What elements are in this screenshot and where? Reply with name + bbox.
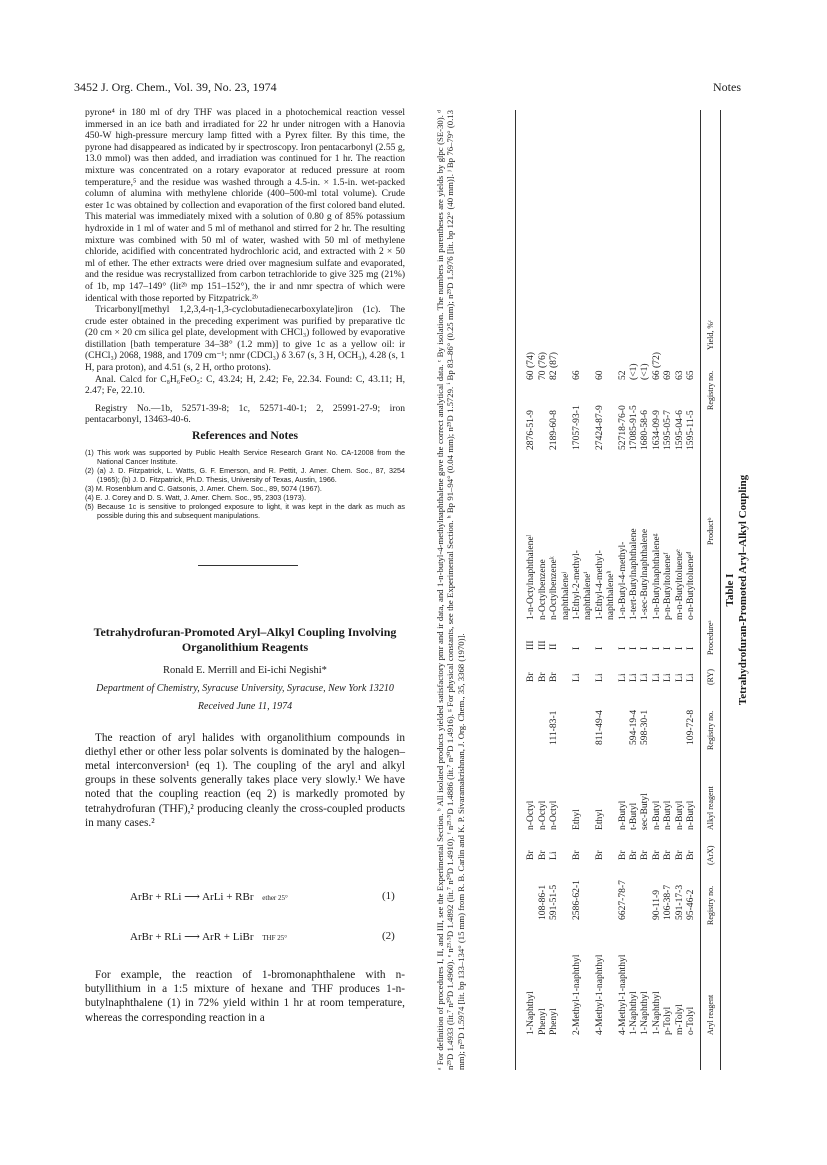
registry-paragraph: Registry No.—1b, 52571-39-8; 1c, 52571-40-1; 2, 25991-27-9; iron pentacarbonyl, 13463-40-6. [85, 402, 405, 426]
table-cell: 1-Naphthyl [639, 991, 651, 1035]
table-cell: Br [662, 850, 674, 860]
table-cell: n-Octyl [536, 800, 548, 830]
table-1 [420, 110, 750, 1070]
table-cell: Li [650, 673, 662, 682]
header-arx: (ArX) [706, 845, 715, 865]
table-cell: 2-Methyl-1-naphthyl [571, 954, 582, 1035]
table-cell: 1-n-Butyl-4-methyl- [616, 541, 628, 620]
reference-item: (2) (a) J. D. Fitzpatrick, L. Watts, G. F. Emerson, and R. Pettit, J. Amer. Chem. Soc., 87, 3254 (1965); (b) J. D. Fitzpatrick, Ph.D. Thesis, University of Texas, Austin, 1966. [85, 465, 405, 484]
table-cell: 1-Naphthyl [650, 991, 662, 1035]
table-cell: I [593, 646, 605, 650]
header-alkyl-reagent: Alkyl reagent [706, 786, 715, 830]
table-cell: 1595-04-6 [673, 410, 685, 450]
table-cell: Br [639, 850, 651, 860]
table-cell: 17085-91-5 [628, 405, 639, 450]
table-cell: 1-Ethyl-2-methyl- [571, 550, 582, 620]
table-cell: 52 [616, 370, 628, 380]
equation-2-text: ArBr + RLi ⟶ ArR + LiBr [130, 931, 254, 943]
table-cell: 1634-09-9 [650, 410, 662, 450]
table-row [617, 110, 628, 1070]
table-cell: Br [525, 850, 537, 860]
header-registry-product: Registry no. [706, 370, 715, 410]
table-cell: 60 [593, 370, 605, 380]
equation-2-number: (2) [382, 930, 395, 942]
table-footnote: ᵃ For definition of procedures I, II, and III, see the Experimental Section. ᵇ All isolated products yielded satisfactory pmr and ir data, and 1-n-butyl-4-methylnaphthalene gave the correct analytical data. ᶜ By isolation. The numbers in parentheses are yields by glpc (SE-30). ᵈ n²⁵D 1.4933 (lit.⁷ n²⁰D 1.4960). ᵉ n²³·⁵D 1.4892 (lit.⁷ n²⁰D 1.4910). ᶠ n²³·⁵D 1.4886 (lit.⁷ n²⁰D 1.4916). ᵍ For physical constants, see the Experimental Section. ʰ Bp 91–94° (0.04 mm); n²⁵D 1.5729. ⁱ Bp 83–86° (0.25 mm); n²⁵D 1.5976 [lit. bp 122° (40 mm)]. ʲ Bp 76–79° (0.13 mm); n²⁵D 1.5974 [lit. bp 133–134° (15 mm) from R. B. Carlin and K. P. Sivaramakrishnan, J. Org. Chem., 35, 3368 (1970)]. [435, 110, 466, 1070]
table-cell: n-Butyl [650, 800, 662, 830]
table-cell: I [685, 646, 696, 650]
table-cell: o-Tolyl [685, 1006, 696, 1035]
references-heading: References and Notes [191, 429, 299, 443]
table-cell: Br [673, 850, 685, 860]
header-aryl-reagent: Aryl reagent [706, 994, 715, 1035]
table-cell: 591-51-5 [548, 884, 560, 920]
example-paragraph: For example, the reaction of 1-bromonaphthalene with n-butyllithium in a 1:5 mixture of hexane and THF produces 1-n-butylnaphthalene (1) in 72% yield within 1 hr at room temperature, whereas the corresponding reaction in a [85, 969, 405, 1024]
references-list [85, 448, 405, 520]
table-label: Table I [724, 573, 736, 607]
table-cell: I [650, 646, 662, 650]
table-cell: Br [525, 672, 537, 682]
header-product: Productᵇ [706, 517, 715, 545]
table-cell: 82 (87) [548, 352, 560, 380]
table-cell: 1-Ethyl-4-methyl- [593, 550, 605, 620]
table-row [548, 110, 559, 1070]
table-cell: Phenyl [548, 1008, 560, 1035]
header-ry: (RY) [706, 669, 715, 685]
table-cell: I [639, 646, 651, 650]
table-cell: 17057-93-1 [571, 405, 582, 450]
table-cell: Li [548, 851, 560, 860]
table-cell: n-Butyl [673, 800, 685, 830]
table-cell: 1-sec-Butylnaphthalene [639, 528, 651, 620]
table-cell: III [536, 640, 548, 650]
table-row [582, 110, 593, 1070]
table-cell: 69 [662, 370, 674, 380]
table-cell: n-Octyl [548, 800, 560, 830]
table-cell: n-Butyl [616, 800, 628, 830]
table-cell: 65 [685, 370, 696, 380]
equation-2 [130, 930, 287, 943]
table-row [639, 110, 650, 1070]
article-title: Tetrahydrofuran-Promoted Aryl–Alkyl Coupling Involving Organolithium Reagents [93, 625, 397, 654]
table-cell: 2586-62-1 [571, 880, 582, 920]
table-cell: Br [536, 672, 548, 682]
table-cell: o-n-Butyltolueneᵈ [685, 551, 696, 620]
table-cell: 52718-76-0 [616, 405, 628, 450]
table-cell: Li [593, 673, 605, 682]
table-cell: 2189-60-8 [548, 410, 560, 450]
table-cell: n-Octyl [525, 800, 537, 830]
table-cell: (<1) [639, 363, 651, 380]
table-cell: 591-17-3 [673, 884, 685, 920]
reference-item: (4) E. J. Corey and D. S. Watt, J. Amer. Chem. Soc., 95, 2303 (1973). [85, 492, 307, 502]
table-cell: Li [639, 673, 651, 682]
header-procedure: Procedureᵃ [706, 620, 715, 655]
table-cell: naphthaleneʰ [605, 570, 617, 620]
table-cell: n-Butyl [662, 800, 674, 830]
table-row [685, 110, 696, 1070]
section-divider [198, 565, 298, 566]
table-cell: 90-11-9 [650, 889, 662, 920]
table-cell: Li [616, 673, 628, 682]
received-date: Received June 11, 1974 [197, 700, 293, 712]
table-top-rule [720, 110, 721, 1070]
table-cell: Br [628, 850, 639, 860]
table-cell: 598-30-1 [639, 709, 651, 745]
table-cell: naphthaleneⁱ [582, 571, 594, 620]
table-cell: 109-72-8 [685, 709, 696, 745]
table-cell: 6627-78-7 [616, 880, 628, 920]
table-1-rotated [420, 110, 750, 1070]
table-cell: 95-46-2 [685, 889, 696, 920]
left-column-bottom [85, 968, 405, 1025]
table-cell: 70 (76) [536, 352, 548, 380]
equation-1-text: ArBr + RLi ⟶ ArLi + RBr [130, 891, 254, 903]
article-authors: Ronald E. Merrill and Ei-ichi Negishi* [163, 665, 327, 676]
header-section: Notes [713, 80, 741, 94]
table-cell: n-Butyl [685, 800, 696, 830]
left-column-article [85, 625, 405, 830]
table-cell: I [616, 646, 628, 650]
table-cell: 1680-58-6 [639, 410, 651, 450]
table-cell: I [673, 646, 685, 650]
table-cell: 4-Methyl-1-naphthyl [593, 954, 605, 1035]
table-cell: I [571, 646, 582, 650]
table-cell: Br [650, 850, 662, 860]
intro-paragraph: The reaction of aryl halides with organolithium compounds in diethyl ether or other less polar solvents is dominated by the halogen–metal interconversion¹ (eq 1). The coupling of the aryl and alkyl groups in these solvents generally takes place very slowly.¹ We have noted that the coupling reaction (eq 2) is markedly promoted by tetrahydrofuran (THF),² producing cleanly the cross-coupled products in many cases.² [85, 731, 405, 829]
table-cell: Li [673, 673, 685, 682]
running-header [74, 80, 741, 98]
table-cell: Br [593, 850, 605, 860]
table-header-rule [700, 110, 701, 1070]
table-cell: Br [536, 850, 548, 860]
table-cell: p-Tolyl [662, 1006, 674, 1035]
table-cell: 63 [673, 370, 685, 380]
table-row [560, 110, 571, 1070]
table-cell: 1595-05-7 [662, 410, 674, 450]
table-cell: (<1) [628, 363, 639, 380]
table-cell: Br [548, 672, 560, 682]
table-row [628, 110, 639, 1070]
table-cell: Ethyl [593, 809, 605, 830]
table-cell: 2876-51-9 [525, 410, 537, 450]
table-bottom-rule [515, 110, 516, 1070]
table-cell: I [628, 646, 639, 650]
table-cell: Li [662, 673, 674, 682]
table-cell: II [548, 643, 560, 650]
header-registry-ry: Registry no. [706, 710, 715, 750]
table-cell: n-Octylbenzene [536, 559, 548, 620]
equation-1 [130, 890, 288, 903]
table-cell: t-Butyl [628, 802, 639, 830]
table-cell: n-Octylbenzeneᵏ [548, 556, 560, 620]
reference-item: (1) This work was supported by Public Health Service Research Grant No. CA-12008 from the National Cancer Institute. [85, 447, 405, 466]
table-cell: naphthaleneʲ [559, 572, 571, 620]
table-cell: 4-Methyl-1-naphthyl [616, 954, 628, 1035]
header-registry-arx: Registry no. [706, 885, 715, 925]
table-cell: 106-38-7 [662, 884, 674, 920]
table-row [537, 110, 548, 1070]
table-cell: 111-83-1 [548, 710, 560, 745]
reference-item: (3) M. Rosenblum and C. Gatsonis, J. Amer. Chem. Soc., 89, 5074 (1967). [85, 483, 322, 493]
header-yield: Yield, %ᶜ [706, 319, 715, 350]
experimental-paragraph-2: Tricarbonyl[methyl 1,2,3,4-η-1,3-cyclobutadienecarboxylate]iron (1c). The crude ester obtained in the preceding experiment was purified by preparative tlc (20 cm × 20 cm silica gel plate, development with CHCl₃) followed by evaporative distillation [bath temperature 34–38° (1.2 mm)] to give 1c as a yellow oil: ir (CHCl₃) 2068, 1988, and 1709 cm⁻¹; nmr (CDCl₃) δ 3.67 (s, 3 H, OCH₃), 4.28 (s, 1 H, para proton), and 4.51 (s, 2 H, ortho protons). [85, 304, 405, 374]
table-row [605, 110, 616, 1070]
analysis-paragraph: Anal. Calcd for C₈H₆FeO₅: C, 43.24; H, 2.42; Fe, 22.34. Found: C, 43.11; H, 2.47; Fe, 22.10. [85, 373, 405, 397]
table-row [571, 110, 582, 1070]
table-cell: Li [685, 673, 696, 682]
left-column-top [85, 107, 405, 520]
table-cell: 1-Naphthyl [525, 991, 537, 1035]
equation-2-condition: THF 25° [262, 934, 288, 942]
table-cell: 66 (72) [650, 352, 662, 380]
table-cell: 66 [571, 370, 582, 380]
table-header-row [705, 110, 716, 1070]
table-cell: 27424-87-9 [593, 405, 605, 450]
table-cell: 1-n-Octylnaphthaleneˡ [525, 534, 537, 620]
table-cell: 1-tert-Butylnaphthalene [628, 528, 639, 620]
header-journal: 3452 J. Org. Chem., Vol. 39, No. 23, 1974 [74, 80, 277, 94]
table-cell: Br [616, 850, 628, 860]
table-cell: Ethyl [571, 809, 582, 830]
table-cell: p-n-Butyltolueneᶠ [662, 552, 674, 620]
equation-1-number: (1) [382, 890, 395, 902]
table-cell: 1-n-Butylnaphthaleneᵍ [650, 533, 662, 620]
table-cell: 1595-11-5 [685, 410, 696, 450]
table-cell: 60 (74) [525, 352, 537, 380]
table-cell: I [662, 646, 674, 650]
table-cell: Li [571, 673, 582, 682]
reference-item: (5) Because 1c is sensitive to prolonged exposure to light, it was kept in the dark as much as possible during this and subsequent manipulations. [85, 501, 405, 520]
experimental-paragraph-1: pyrone⁴ in 180 ml of dry THF was placed in a photochemical reaction vessel immersed in an ice bath and irradiated for 22 hr under nitrogen with a Hanovia 450-W high-pressure mercury lamp fitted with a Pyrex filter. By this time, the pyrone had disappeared as indicated by ir spectroscopy. Iron pentacarbonyl (2.55 g, 13.0 mmol) was then added, and irradiation was continued for 1 hr. The reaction mixture was concentrated on a rotary evaporator at reduced pressure at room temperature,⁵ and the residue was washed through a 4.5-in. × 1.5-in. wet-packed column of alumina with methylene chloride (400–500-ml total volume). Crude ester 1c was obtained by collection and evaporation of the first colored band eluted. This material was immediately mixed with a solution of 0.80 g of 85% potassium hydroxide in 1 ml of water and 5 ml of methanol and stirred for 2 hr. The resulting mixture was combined with 50 ml of water, washed with 50 ml of methylene chloride, acidified with concentrated hydrochloric acid, and extracted with 2 × 50 ml of ether. The ether extracts were dried over magnesium sulfate and evaporated, and the residue was recrystallized from carbon tetrachloride to give 325 mg (21%) of 1b, mp 147–149° (lit²ᵇ mp 151–152°), the ir and nmr spectra of which were identical with those reported by Fitzpatrick.²ᵇ [85, 107, 405, 304]
table-cell: m-n-Butyltolueneᵉ [673, 549, 685, 620]
equation-1-condition: ether 25° [262, 894, 288, 902]
table-cell: sec-Butyl [639, 793, 651, 830]
table-row [651, 110, 662, 1070]
table-cell: m-Tolyl [673, 1004, 685, 1035]
table-title: Tetrahydrofuran-Promoted Aryl–Alkyl Coupling [737, 474, 749, 706]
table-row [662, 110, 673, 1070]
table-cell: 811-49-4 [593, 710, 605, 745]
table-cell: Br [685, 850, 696, 860]
table-row [674, 110, 685, 1070]
table-cell: 1-Naphthyl [628, 991, 639, 1035]
table-cell: 108-86-1 [536, 884, 548, 920]
table-row [594, 110, 605, 1070]
table-cell: III [525, 640, 537, 650]
table-cell: 594-19-4 [628, 709, 639, 745]
table-cell: Phenyl [536, 1008, 548, 1035]
table-cell: Br [571, 850, 582, 860]
table-row [525, 110, 536, 1070]
table-cell: Li [628, 673, 639, 682]
article-affiliation: Department of Chemistry, Syracuse University, Syracuse, New York 13210 [96, 682, 394, 694]
